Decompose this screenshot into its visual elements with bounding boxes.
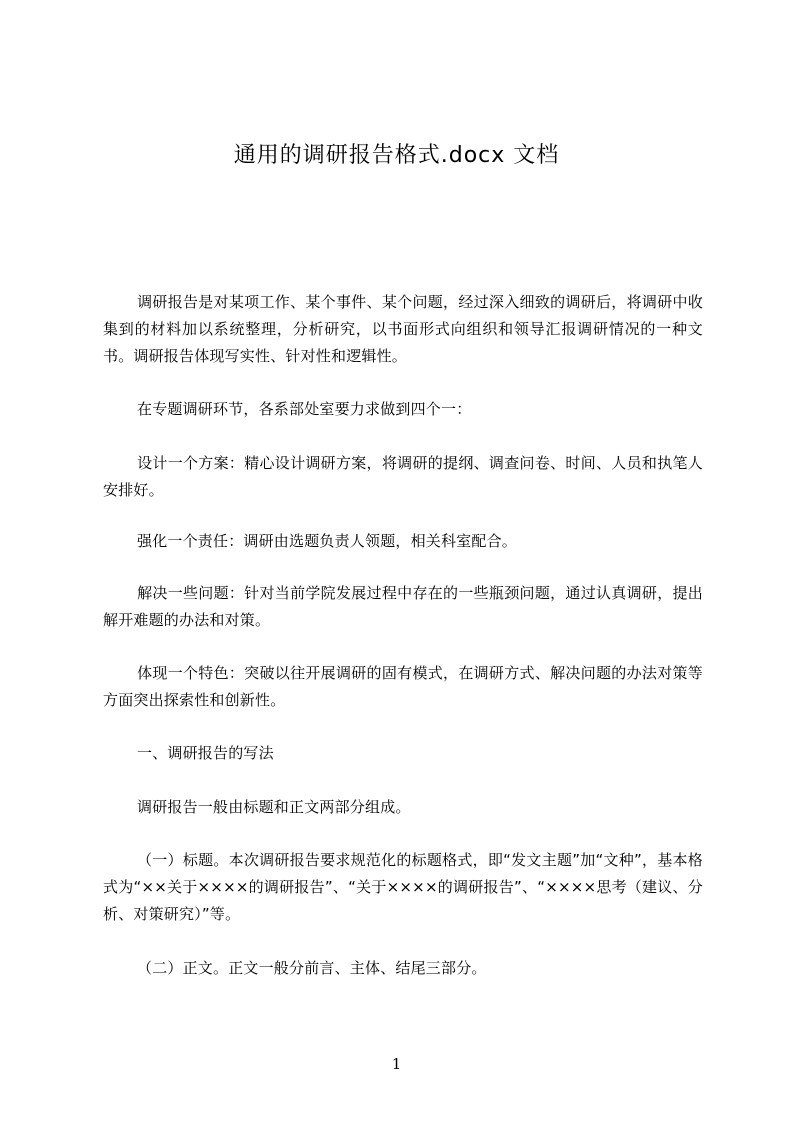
paragraph-responsibility — [103, 528, 703, 555]
paragraph-four-ones — [103, 396, 703, 423]
paragraph-design-plan — [103, 450, 703, 504]
paragraph-composition — [103, 794, 703, 821]
paragraph-intro — [103, 289, 703, 370]
paragraph-body-text — [103, 955, 703, 982]
section-heading — [103, 740, 703, 767]
section-heading-text: 一、调研报告的写法 — [137, 744, 274, 762]
paragraph-text: 强化一个责任：调研由选题负责人领题，相关科室配合。 — [137, 532, 518, 550]
paragraph-title-format — [103, 847, 703, 928]
paragraph-text: 设计一个方案：精心设计调研方案，将调研的提纲、调查问卷、时间、人员和执笔人安排好。 — [103, 454, 703, 499]
paragraph-solve-problems — [103, 580, 703, 634]
document-title: 通用的调研报告格式.docx 文档 — [233, 143, 560, 168]
paragraph-text: 在专题调研环节，各系部处室要力求做到四个一： — [137, 400, 472, 418]
paragraph-text: （二）正文。正文一般分前言、主体、结尾三部分。 — [137, 959, 487, 977]
paragraph-text: （一）标题。本次调研报告要求规范化的标题格式，即“发文主题”加“文种”，基本格式为“××关于××××的调研报告”、“关于××××的调研报告”、“××××思考（建议、分析、对策研究）”等。 — [103, 851, 703, 923]
page-number: 1 — [391, 1055, 402, 1073]
paragraph-text: 体现一个特色：突破以往开展调研的固有模式，在调研方式、解决问题的办法对策等方面突出探索性和创新性。 — [103, 664, 703, 709]
paragraph-text: 调研报告一般由标题和正文两部分组成。 — [137, 798, 411, 816]
paragraph-text: 调研报告是对某项工作、某个事件、某个问题，经过深入细致的调研后，将调研中收集到的材料加以系统整理，分析研究，以书面形式向组织和领导汇报调研情况的一种文书。调研报告体现写实性、针对性和逻辑性。 — [103, 293, 703, 365]
paragraph-feature — [103, 660, 703, 714]
paragraph-text: 解决一些问题：针对当前学院发展过程中存在的一些瓶颈问题，通过认真调研，提出解开难题的办法和对策。 — [103, 584, 703, 629]
